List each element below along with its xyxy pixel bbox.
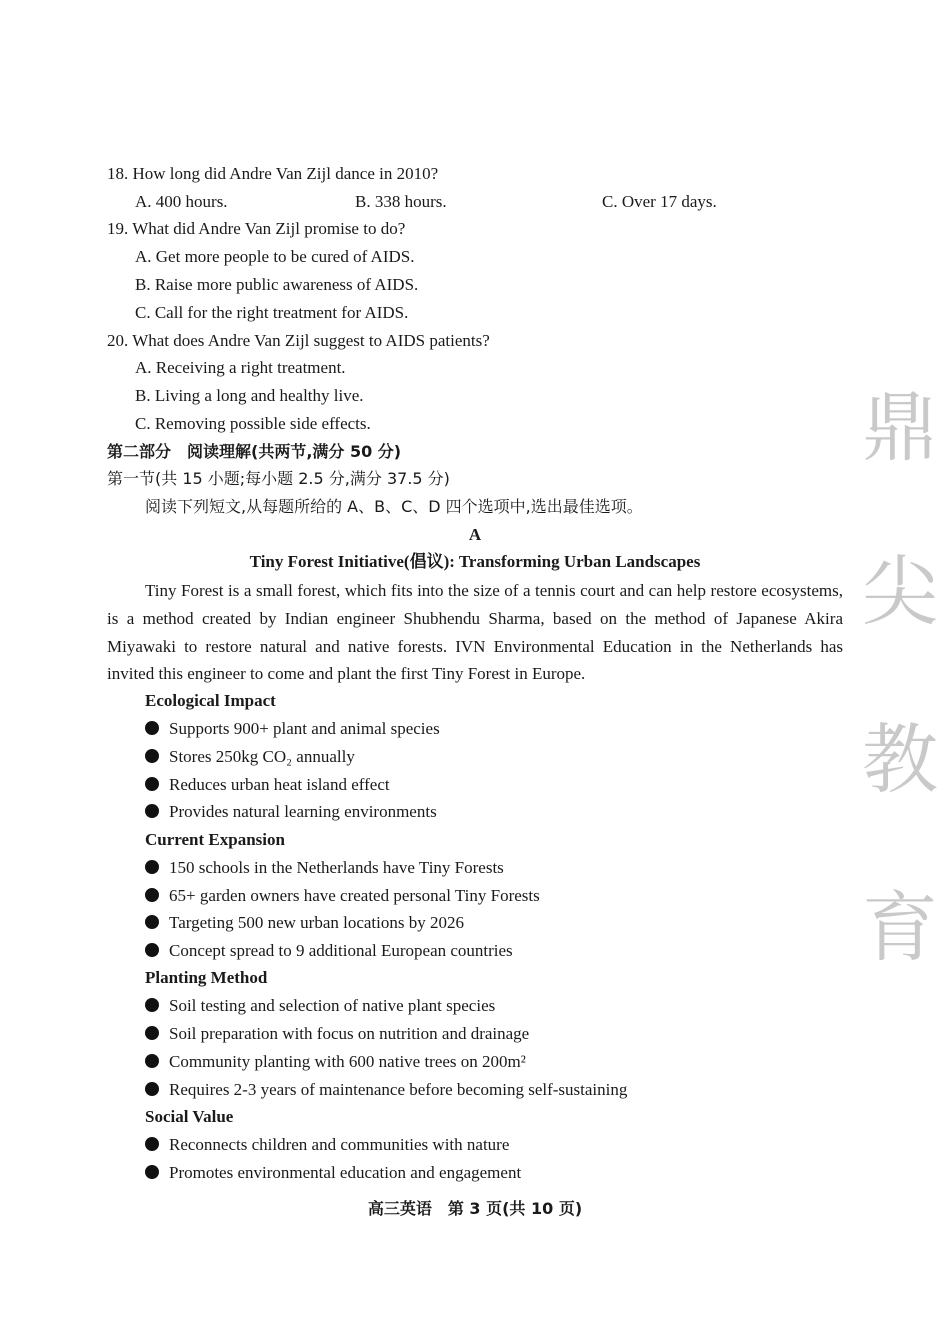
list-item-text: Stores 250kg CO₂ annually <box>169 747 355 766</box>
list-item <box>145 1079 627 1101</box>
question-18-option-a: A. 400 hours. <box>135 192 228 211</box>
bullet-icon <box>145 777 159 791</box>
passage-letter: A <box>468 525 482 544</box>
list-item-text: Reconnects children and communities with nature <box>169 1135 510 1154</box>
list-item-text: Supports 900+ plant and animal species <box>169 719 440 738</box>
list-item-text: Reduces urban heat island effect <box>169 775 390 794</box>
question-20-option-c: C. Removing possible side effects. <box>135 414 371 433</box>
bullet-icon <box>145 721 159 735</box>
list-item-text: Concept spread to 9 additional European countries <box>169 941 513 960</box>
list-item <box>145 885 540 907</box>
bullet-icon <box>145 1026 159 1040</box>
list-item <box>145 801 437 823</box>
list-item-text: Requires 2-3 years of maintenance before becoming self-sustaining <box>169 1080 628 1099</box>
list-item <box>145 912 464 934</box>
page-footer: 高三英语 第 3 页(共 10 页) <box>367 1199 583 1218</box>
bullet-icon <box>145 1165 159 1179</box>
list-item-text: Provides natural learning environments <box>169 802 437 821</box>
list-item-text: Community planting with 600 native trees on 200m² <box>169 1052 526 1071</box>
question-18-option-b: B. 338 hours. <box>355 192 447 211</box>
question-18-option-c: C. Over 17 days. <box>602 192 717 211</box>
section-heading-ecological-impact: Ecological Impact <box>145 691 276 710</box>
part2-heading: 第二部分 阅读理解(共两节,满分 50 分) <box>107 442 402 461</box>
bullet-icon <box>145 888 159 902</box>
bullet-icon <box>145 943 159 957</box>
question-20-option-b: B. Living a long and healthy live. <box>135 386 364 405</box>
section-heading-planting-method: Planting Method <box>145 968 268 987</box>
question-20-stem: 20. What does Andre Van Zijl suggest to AIDS patients? <box>107 331 490 350</box>
list-item <box>145 718 440 740</box>
bullet-icon <box>145 804 159 818</box>
passage-intro: Tiny Forest is a small forest, which fits into the size of a tennis court and can help restore ecosystems, is a method created by Indian engineer Shubhendu Sharma, based on the method of Japanese Akira Miyawaki to restore natural and native forests. IVN Environmental Education in the Netherlands has invited this engineer to come and plant the first Tiny Forest in Europe. <box>107 581 843 684</box>
section-heading-current-expansion: Current Expansion <box>145 830 285 849</box>
bullet-icon <box>145 915 159 929</box>
passage-title: Tiny Forest Initiative(倡议): Transforming Urban Landscapes <box>249 552 701 571</box>
bullet-icon <box>145 860 159 874</box>
question-19-option-b: B. Raise more public awareness of AIDS. <box>135 275 419 294</box>
bullet-icon <box>145 1082 159 1096</box>
reading-instruction: 阅读下列短文,从每题所给的 A、B、C、D 四个选项中,选出最佳选项。 <box>145 497 643 516</box>
list-item-text: Soil testing and selection of native plant species <box>169 996 496 1015</box>
list-item <box>145 995 495 1017</box>
list-item <box>145 1023 529 1045</box>
watermark-char: 尖 <box>862 547 938 636</box>
list-item-text: Soil preparation with focus on nutrition and drainage <box>169 1024 530 1043</box>
section-heading-social-value: Social Value <box>145 1107 234 1126</box>
section1-heading: 第一节(共 15 小题;每小题 2.5 分,满分 37.5 分) <box>107 469 450 488</box>
bullet-icon <box>145 1054 159 1068</box>
list-item <box>145 774 390 796</box>
list-item <box>145 746 355 768</box>
list-item-text: 65+ garden owners have created personal Tiny Forests <box>169 886 540 905</box>
list-item <box>145 1134 509 1156</box>
question-19-option-c: C. Call for the right treatment for AIDS. <box>135 303 409 322</box>
list-item-text: 150 schools in the Netherlands have Tiny Forests <box>169 858 504 877</box>
question-20-option-a: A. Receiving a right treatment. <box>135 358 346 377</box>
list-item <box>145 857 504 879</box>
list-item <box>145 1051 526 1073</box>
question-18-stem: 18. How long did Andre Van Zijl dance in 2010? <box>107 164 439 183</box>
watermark-char: 育 <box>862 883 938 972</box>
question-19-option-a: A. Get more people to be cured of AIDS. <box>135 247 415 266</box>
list-item <box>145 940 513 962</box>
bullet-icon <box>145 749 159 763</box>
list-item-text: Targeting 500 new urban locations by 2026 <box>169 913 464 932</box>
bullet-icon <box>145 998 159 1012</box>
list-item <box>145 1162 521 1184</box>
list-item-text: Promotes environmental education and engagement <box>169 1163 522 1182</box>
watermark-char: 教 <box>862 715 938 804</box>
watermark-char: 鼎 <box>862 383 938 472</box>
bullet-icon <box>145 1137 159 1151</box>
question-19-stem: 19. What did Andre Van Zijl promise to do? <box>107 219 406 238</box>
